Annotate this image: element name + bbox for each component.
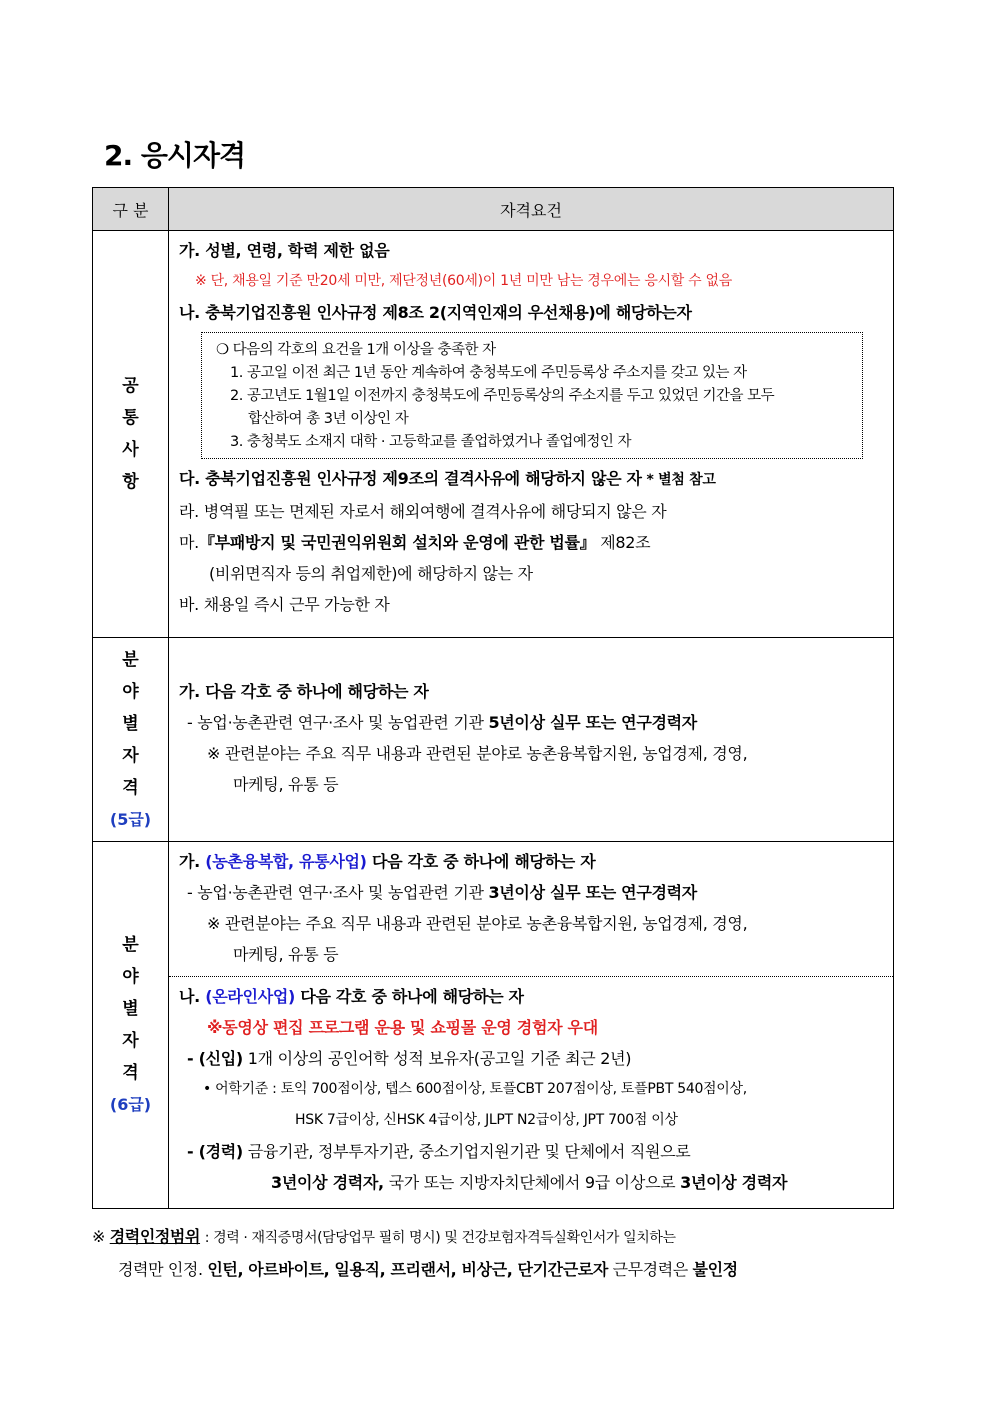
grade5-label: (5급): [109, 809, 152, 829]
grade5-ga: 가. 다음 각호 중 하나에 해당하는 자: [179, 682, 429, 701]
grade6-category: [93, 842, 169, 1209]
career-footnote: [92, 1221, 902, 1285]
grade5-category: [93, 638, 169, 842]
grade6-na-preference: ※동영상 편집 프로그램 운용 및 쇼핑몰 운영 경험자 우대: [207, 1018, 598, 1037]
grade6-ga-line: [179, 846, 885, 877]
category-char: 야: [122, 681, 139, 702]
common-da: 다. 충북기업진흥원 인사규정 제9조의 결격사유에 해당하지 않은 자: [179, 469, 642, 488]
table-header-row: [93, 188, 894, 231]
footnote-mark: ※: [92, 1227, 106, 1246]
grade6-new-text: 1개 이상의 공인어학 성적 보유자(공고일 기준 최근 2년): [247, 1049, 632, 1068]
box-item-3: 3. 충청북도 소재지 대학 · 고등학교를 졸업하였거나 졸업예정인 자: [230, 434, 631, 450]
box-item-1: 1. 공고일 이전 최근 1년 동안 계속하여 충청북도에 주민등록상 주소지를 갖고 있는 자: [230, 365, 747, 381]
category-char: 분: [122, 649, 139, 670]
grade6-ga-note1: ※ 관련분야는 주요 직무 내용과 관련된 분야로 농촌융복합지원, 농업경제, 경영,: [207, 914, 748, 933]
grade5-line1-bold: 5년이상 실무 또는 연구경력자: [488, 713, 697, 732]
footnote-line2: [92, 1254, 902, 1285]
common-ma-law: 『부패방지 및 국민권익위원회 설치와 운영에 관한 법률』: [198, 533, 596, 552]
category-char: 별: [122, 999, 139, 1019]
grade6-exp-text: 금융기관, 정부투자기관, 중소기업지원기관 및 단체에서 직원으로: [247, 1142, 691, 1161]
grade6-na-block: [169, 977, 893, 1198]
grade6-na-prefix: 나.: [179, 987, 200, 1006]
common-ma-prefix: 마.: [179, 533, 199, 552]
grade5-row: [93, 638, 894, 842]
grade5-line1: [179, 707, 885, 738]
grade6-exp-line: [179, 1136, 885, 1167]
category-char: 사: [122, 440, 139, 460]
grade6-ga-block: [169, 846, 893, 970]
footnote-text1: : 경력 · 재직증명서(담당업무 필히 명시) 및 건강보험자격득실확인서가 일치하는: [204, 1230, 676, 1246]
box-item-2-cont: 합산하여 총 3년 이상인 자: [248, 411, 409, 427]
grade6-exp-label: - (경력): [187, 1142, 243, 1161]
common-ga: 가. 성별, 연령, 학력 제한 없음: [179, 241, 390, 260]
category-char: 자: [122, 1031, 139, 1051]
grade5-note1: ※ 관련분야는 주요 직무 내용과 관련된 분야로 농촌융복합지원, 농업경제, 경영,: [207, 744, 748, 763]
grade6-na-line: [179, 981, 885, 1012]
grade5-content: [169, 638, 894, 842]
footnote-label: 경력인정범위: [109, 1227, 201, 1246]
footnote-text2-bold: 인턴, 아르바이트, 일용직, 프리랜서, 비상근, 단기간근로자: [207, 1260, 608, 1279]
common-content: [169, 231, 894, 638]
footnote-line1: [92, 1221, 902, 1254]
qualification-table: [92, 187, 894, 1209]
grade6-row: [93, 842, 894, 1209]
header-category: 구 분: [93, 188, 169, 231]
category-char: 별: [122, 713, 139, 734]
grade6-ga-suffix: 다음 각호 중 하나에 해당하는 자: [371, 852, 596, 871]
common-na: 나. 충북기업진흥원 인사규정 제8조 2(지역인재의 우선채용)에 해당하는자: [179, 303, 692, 322]
grade6-exp2-mid: 국가 또는 지방자치단체에서 9급 이상으로: [388, 1173, 676, 1192]
box-item-2: 2. 공고년도 1월1일 이전까지 충청북도에 주민등록상의 주소지를 두고 있었던 기간을 모두: [230, 388, 775, 404]
grade6-ga-line1-bold: 3년이상 실무 또는 연구경력자: [488, 883, 697, 902]
section-title: 2. 응시자격: [104, 139, 246, 172]
common-ma-cont: (비위면직자 등의 취업제한)에 해당하지 않는 자: [209, 564, 533, 583]
grade6-label: (6급): [109, 1095, 152, 1114]
category-char: 격: [122, 1063, 139, 1083]
box-intro: ❍ 다음의 각호의 요건을 1개 이상을 충족한 자: [216, 342, 496, 358]
common-ba: 바. 채용일 즉시 근무 가능한 자: [179, 595, 390, 614]
grade6-ga-line1-prefix: - 농업·농촌관련 연구·조사 및 농업관련 기관: [187, 883, 484, 902]
common-ma-article: 제82조: [600, 533, 651, 552]
category-char: 격: [122, 777, 139, 798]
header-requirements: 자격요건: [169, 188, 894, 231]
footnote-text2-prefix: 경력만 인정.: [118, 1260, 203, 1279]
grade6-ga-prefix: 가.: [179, 852, 200, 871]
grade6-exp2-bold2: 3년이상 경력자: [680, 1173, 788, 1192]
grade6-content: [169, 842, 894, 1209]
common-ma-line: [179, 527, 885, 558]
grade6-na-field: (온라인사업): [205, 987, 296, 1006]
grade6-new-line: [179, 1043, 885, 1074]
category-char: 항: [122, 472, 139, 492]
category-char: 공: [122, 376, 139, 396]
common-ga-note: ※ 단, 채용일 기준 만20세 미만, 제단정년(60세)이 1년 미만 남는 경우에는 응시할 수 없음: [195, 273, 732, 289]
grade6-lang1: • 어학기준 : 토익 700점이상, 텝스 600점이상, 토플CBT 207점이상, 토플PBT 540점이상,: [203, 1081, 747, 1097]
category-char: 자: [122, 745, 139, 766]
category-char: 통: [122, 408, 139, 428]
common-ra: 라. 병역필 또는 면제된 자로서 해외여행에 결격사유에 해당되지 않은 자: [179, 502, 667, 521]
grade6-lang2: HSK 7급이상, 신HSK 4급이상, JLPT N2급이상, JPT 700점 이상: [295, 1112, 678, 1128]
common-row: [93, 231, 894, 638]
grade6-new-label: - (신입): [187, 1049, 243, 1068]
common-da-ref: * 별첨 참고: [646, 472, 716, 488]
grade6-ga-line1: [179, 877, 885, 908]
grade5-line1-prefix: - 농업·농촌관련 연구·조사 및 농업관련 기관: [187, 713, 484, 732]
footnote-text2-mid: 근무경력은: [612, 1260, 688, 1279]
category-char: 야: [122, 967, 139, 987]
common-category: [93, 231, 169, 638]
footnote-text2-end: 불인정: [692, 1260, 738, 1279]
common-da-line: [179, 463, 885, 496]
grade6-ga-field: (농촌융복합, 유통사업): [205, 852, 367, 871]
grade6-exp-line2: [179, 1167, 885, 1198]
grade5-note2: 마케팅, 유통 등: [233, 775, 339, 794]
grade6-exp2-bold1: 3년이상 경력자,: [271, 1173, 384, 1192]
regional-talent-box: [201, 332, 863, 459]
grade6-ga-note2: 마케팅, 유통 등: [233, 945, 339, 964]
category-char: 분: [122, 935, 139, 955]
grade6-na-suffix: 다음 각호 중 하나에 해당하는 자: [300, 987, 524, 1006]
